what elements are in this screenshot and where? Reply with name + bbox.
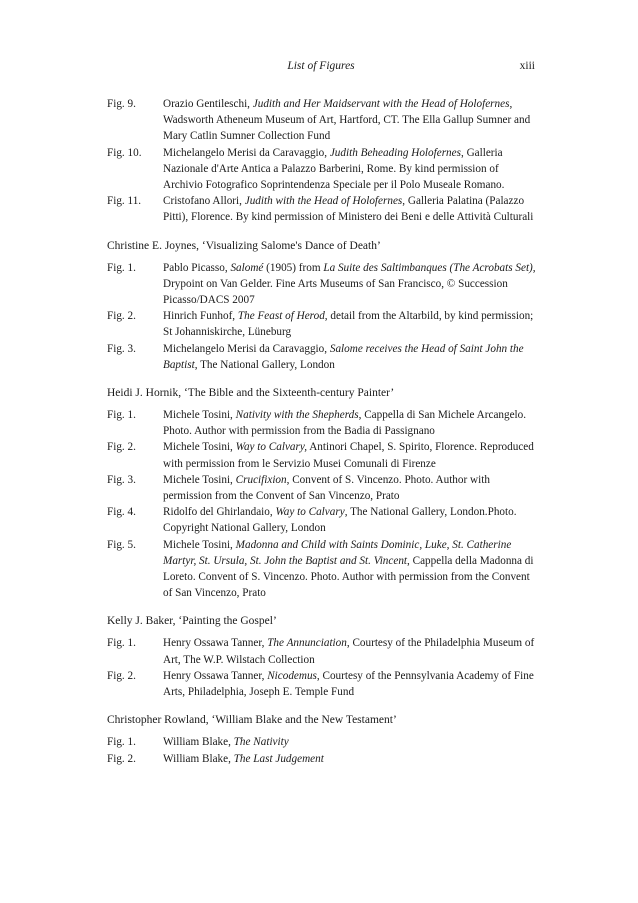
caption-text: Michelangelo Merisi da Caravaggio,	[163, 342, 330, 355]
figure-entry	[107, 308, 539, 340]
figure-label: Fig. 3.	[107, 473, 136, 486]
artwork-title: Way to Calvary	[275, 506, 345, 519]
figure-label: Fig. 1.	[107, 409, 136, 422]
figure-entry	[107, 504, 539, 536]
artwork-title: The Feast of Herod	[237, 310, 325, 323]
caption-text: Antinori Chapel, S. Spirito, Florence. Reproduced with permission from le Servizio Musei Comunali di Firenze	[163, 441, 534, 470]
figure-label: Fig. 4.	[107, 506, 136, 519]
caption-text: , Galleria Nazionale d'Arte Antica a Palazzo Barberini, Rome. By kind permission of Archivio Fotografico Soprintendenza Speciale per il Polo Museale Romano.	[163, 146, 505, 192]
artwork-title: La Suite des Saltimbanques (The Acrobats Set),	[323, 261, 536, 274]
caption-text: Cristofano Allori,	[163, 195, 245, 208]
caption-text: Michele Tosini,	[163, 409, 236, 422]
figure-caption	[163, 751, 539, 767]
caption-text: , Cappella della Madonna di Loreto. Convent of S. Vincenzo. Photo. Author with permission from the Convent of San Vincenzo, Prato	[163, 554, 534, 600]
artwork-title: Judith with the Head of Holofernes	[244, 195, 403, 208]
figure-label: Fig. 5.	[107, 538, 136, 551]
artwork-title: Judith and Her Maidservant with the Head of Holofernes	[252, 98, 510, 110]
caption-text: Michele Tosini,	[163, 538, 236, 551]
artwork-title: Madonna and Child with Saints Dominic, Luke, St. Catherine Martyr, St. Ursula, St. John the Baptist and St. Vincent	[163, 538, 512, 567]
section-title: Kelly J. Baker, ‘Painting the Gospel’	[107, 615, 277, 628]
artwork-title: The Nativity	[233, 736, 289, 749]
figure-label: Fig. 2.	[107, 310, 136, 323]
figure-entry	[107, 537, 539, 602]
caption-text: Hinrich Funhof,	[163, 310, 238, 323]
caption-text: , Convent of S. Vincenzo. Photo. Author with permission from the Convent of San Vincenzo, Prato	[163, 473, 490, 503]
figure-caption	[163, 537, 539, 602]
figure-caption	[163, 668, 539, 700]
figure-entry	[107, 472, 539, 504]
figure-caption	[163, 260, 539, 309]
caption-text: Michelangelo Merisi da Caravaggio,	[163, 146, 330, 159]
caption-text: , Courtesy of the Philadelphia Museum of Art, The W.P. Wilstach Collection	[163, 637, 535, 666]
figure-section	[107, 712, 539, 766]
figure-caption	[163, 193, 539, 225]
figure-caption	[163, 504, 539, 536]
caption-text: , Galleria Palatina (Palazzo Pitti), Florence. By kind permission of Ministero dei Beni e delle Attività Culturali	[163, 195, 534, 224]
caption-text: , Courtesy of the Pennsylvania Academy of Fine Arts, Philadelphia, Joseph E. Temple Fund	[163, 669, 534, 699]
figure-label: Fig. 3.	[107, 342, 136, 355]
artwork-title: Judith Beheading Holofernes	[329, 146, 461, 159]
caption-text: Drypoint on Van Gelder. Fine Arts Museums of San Francisco, © Succession Picasso/DACS 2007	[163, 277, 508, 307]
figure-entry	[107, 96, 539, 145]
figure-entry	[107, 635, 539, 667]
artwork-title: Salomé	[230, 261, 264, 274]
caption-text: Michele Tosini,	[163, 441, 236, 454]
caption-text: , Cappella di San Michele Arcangelo. Photo. Author with permission from the Badia di Passignano	[163, 409, 527, 438]
figure-label: Fig. 1.	[107, 261, 136, 274]
figure-caption	[163, 341, 539, 373]
figure-label: Fig. 2.	[107, 669, 136, 682]
caption-text: Michele Tosini,	[163, 473, 236, 486]
figure-caption	[163, 407, 539, 439]
caption-text: Henry Ossawa Tanner,	[163, 669, 268, 682]
figure-label: Fig. 1.	[107, 736, 136, 749]
caption-text: Henry Ossawa Tanner,	[163, 637, 268, 650]
figure-caption	[163, 96, 539, 145]
artwork-title: Nicodemus	[267, 669, 317, 682]
figure-caption	[163, 472, 539, 504]
running-head-title: List of Figures	[287, 60, 355, 72]
figure-section	[107, 385, 539, 601]
figure-entry	[107, 734, 539, 750]
running-head	[107, 60, 535, 78]
artwork-title: Nativity with the Shepherds	[235, 409, 359, 422]
figure-section	[107, 613, 539, 700]
caption-text: , The National Gallery, London.Photo. Copyright National Gallery, London	[163, 506, 517, 535]
figure-section	[107, 96, 539, 226]
figure-entry	[107, 193, 539, 225]
artwork-title: The Last Judgement	[233, 752, 324, 765]
figure-label: Fig. 9.	[107, 98, 136, 110]
figure-caption	[163, 308, 539, 340]
figure-entry	[107, 407, 539, 439]
artwork-title: Crucifixion	[235, 473, 287, 486]
caption-text: Ridolfo del Ghirlandaio,	[163, 506, 276, 519]
caption-text: , detail from the Altarbild, by kind permission; St Johanniskirche, Lüneburg	[163, 310, 534, 339]
figure-label: Fig. 11.	[107, 195, 142, 208]
figure-label: Fig. 2.	[107, 441, 136, 454]
caption-text: (1905) from	[263, 261, 324, 274]
page-number: xiii	[519, 60, 535, 72]
caption-text: William Blake,	[163, 736, 234, 749]
caption-text: , The National Gallery, London	[194, 358, 335, 371]
figure-entry	[107, 668, 539, 700]
artwork-title: The Annunciation	[267, 637, 347, 650]
list-of-figures	[107, 96, 539, 779]
figure-caption	[163, 734, 539, 750]
figure-entry	[107, 751, 539, 767]
figure-entry	[107, 145, 539, 194]
figure-label: Fig. 1.	[107, 637, 136, 650]
caption-text: , Wadsworth Atheneum Museum of Art, Hartford, CT. The Ella Gallup Sumner and Mary Catlin Sumner Collection Fund	[163, 98, 531, 143]
figure-section	[107, 238, 539, 373]
caption-text: William Blake,	[163, 752, 234, 765]
caption-text: Orazio Gentileschi,	[163, 98, 253, 110]
section-title: Heidi J. Hornik, ‘The Bible and the Sixteenth-century Painter’	[107, 387, 395, 400]
figure-caption	[163, 145, 539, 194]
artwork-title: Salome receives the Head of Saint John the Baptist	[163, 342, 524, 371]
section-title: Christopher Rowland, ‘William Blake and the New Testament’	[107, 714, 397, 727]
figure-entry	[107, 341, 539, 373]
figure-entry	[107, 439, 539, 471]
figure-caption	[163, 439, 539, 471]
figure-label: Fig. 2.	[107, 752, 136, 765]
figure-entry	[107, 260, 539, 309]
figure-label: Fig. 10.	[107, 146, 142, 159]
caption-text: Pablo Picasso,	[163, 261, 231, 274]
section-title: Christine E. Joynes, ‘Visualizing Salome's Dance of Death’	[107, 239, 381, 252]
artwork-title: Way to Calvary,	[235, 441, 308, 454]
figure-caption	[163, 635, 539, 667]
